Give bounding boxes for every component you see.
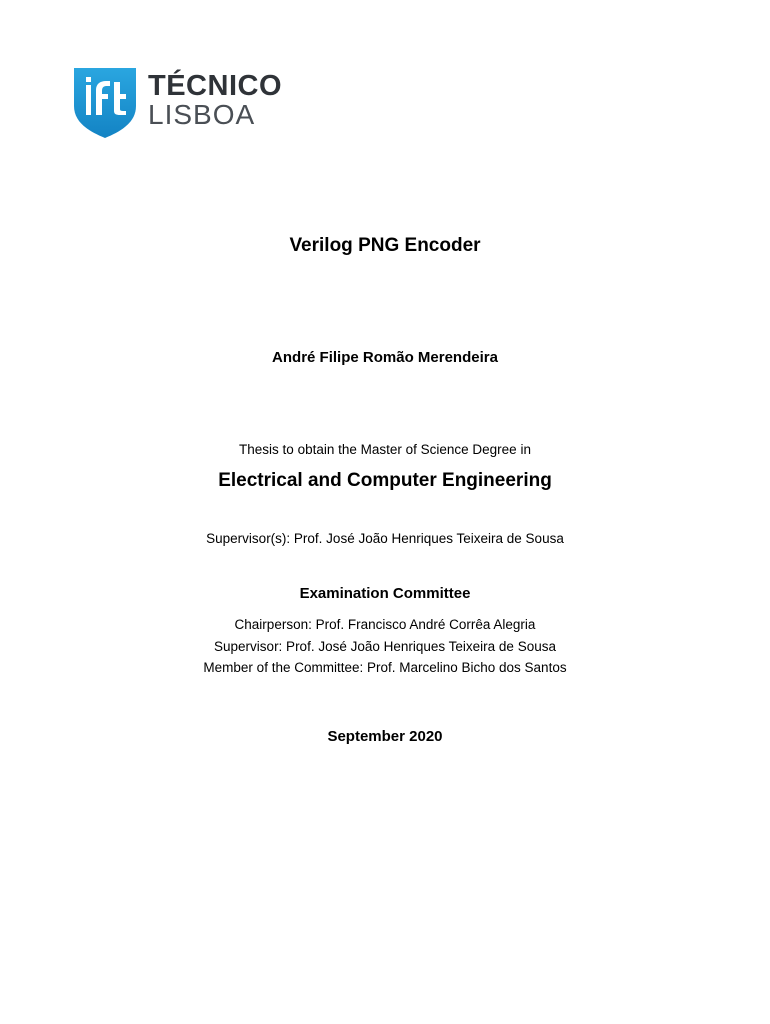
logo-wordmark-top: TÉCNICO	[148, 70, 282, 102]
author-name: André Filipe Romão Merendeira	[272, 349, 498, 366]
ist-shield-icon	[74, 68, 136, 138]
degree-intro: Thesis to obtain the Master of Science Degree in	[239, 442, 531, 457]
degree-name: Electrical and Computer Engineering	[218, 470, 552, 491]
logo-wordmark-bottom: LISBOA	[148, 99, 256, 130]
committee-heading: Examination Committee	[299, 585, 471, 602]
thesis-title: Verilog PNG Encoder	[289, 235, 481, 256]
committee-member-supervisor: Supervisor: Prof. José João Henriques Teixeira de Sousa	[214, 638, 556, 654]
committee-member-chairperson: Chairperson: Prof. Francisco André Corrêa Alegria	[234, 617, 536, 632]
supervisors-line: Supervisor(s): Prof. José João Henriques Teixeira de Sousa	[206, 531, 564, 546]
committee-member-member: Member of the Committee: Prof. Marcelino Bicho dos Santos	[203, 660, 567, 675]
committee-member-list	[0, 614, 770, 679]
institution-logo	[74, 68, 282, 140]
submission-date: September 2020	[327, 728, 443, 745]
